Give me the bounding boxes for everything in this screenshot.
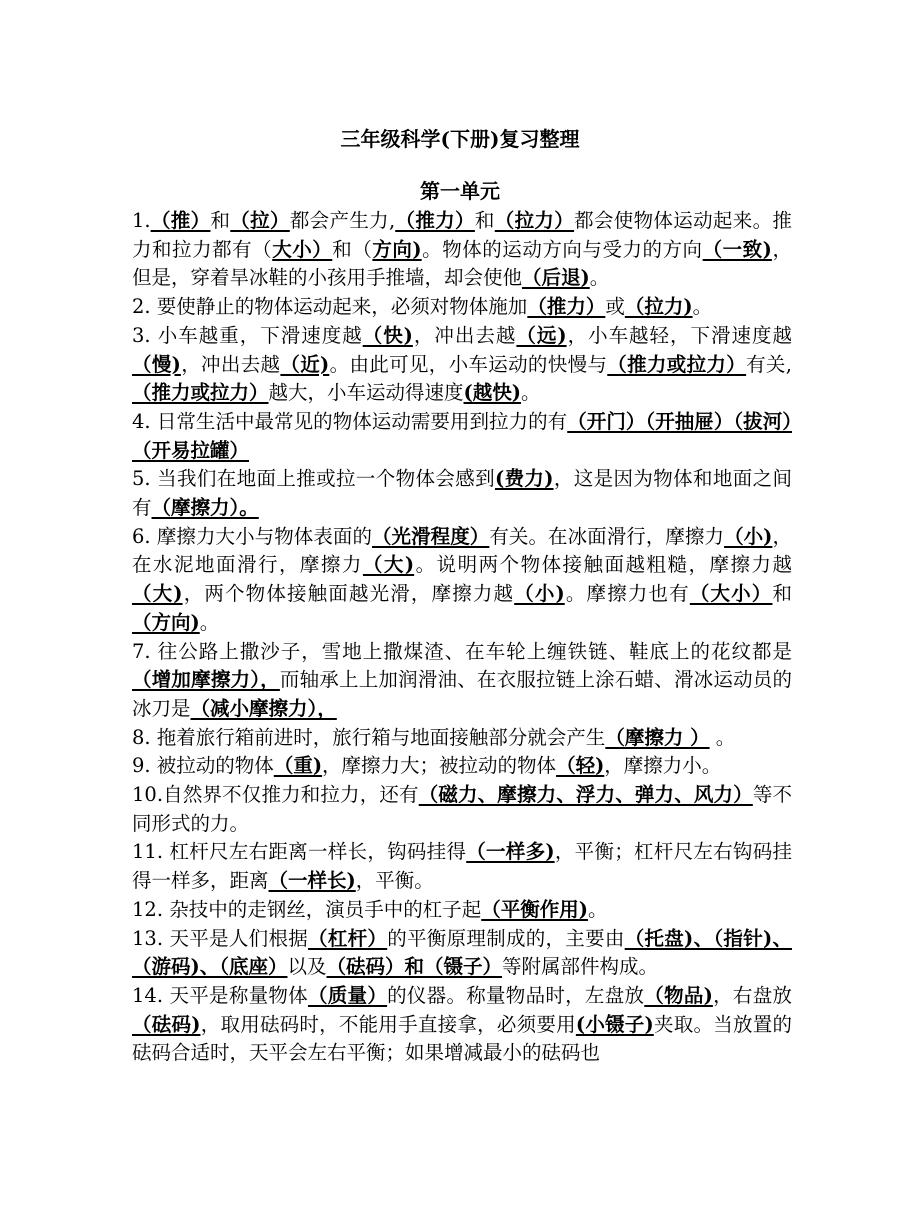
item-text: 3. 小车越重，下滑速度越 bbox=[132, 323, 363, 347]
review-item-11 bbox=[132, 838, 792, 895]
answer-blank: （杠杆） bbox=[308, 926, 388, 950]
item-text: 和 bbox=[210, 209, 231, 232]
answer-blank: （慢) bbox=[132, 352, 181, 376]
item-text: 。 bbox=[692, 295, 713, 319]
answer-blank: （摩擦力 ） bbox=[605, 725, 710, 749]
answer-blank: （增加摩擦力）， bbox=[132, 668, 280, 692]
item-text: 。物体的运动方向与受力的方向 bbox=[421, 237, 703, 261]
item-text: 而轴承上上加润滑油、在衣服拉链上涂石蜡、滑冰运动员的冰刀是 bbox=[132, 668, 792, 720]
review-item-14 bbox=[132, 982, 792, 1068]
item-text: 和 bbox=[474, 209, 495, 232]
answer-blank: （后退) bbox=[522, 266, 590, 290]
review-item-2 bbox=[132, 293, 792, 322]
answer-blank: （推力） bbox=[527, 295, 606, 319]
item-text: ，但是，穿着旱冰鞋的小孩用手推墙，却会使他 bbox=[132, 237, 792, 290]
item-text: 14. 天平是称量物体 bbox=[132, 983, 308, 1007]
answer-blank: （小) bbox=[724, 524, 773, 548]
answer-blank: (费力) bbox=[494, 467, 554, 491]
item-text: 9. 被拉动的物体 bbox=[132, 754, 274, 778]
review-item-7 bbox=[132, 638, 792, 724]
answer-blank: （方向) bbox=[132, 610, 200, 634]
item-text: 。 bbox=[199, 610, 220, 634]
answer-blank: （拉） bbox=[230, 209, 290, 232]
item-text: ，这是因为物体和地面之间有 bbox=[132, 467, 792, 520]
answer-blank: （推力） bbox=[395, 209, 475, 232]
item-text: ，平衡。 bbox=[355, 869, 434, 893]
review-item-10 bbox=[132, 781, 792, 838]
item-text: 的平衡原理制成的，主要由 bbox=[387, 926, 625, 950]
answer-blank: （推力或拉力） bbox=[132, 381, 269, 405]
unit-heading: 第一单元 bbox=[420, 179, 500, 203]
answer-blank: （光滑程度） bbox=[372, 524, 490, 548]
answer-blank: (小镊子) bbox=[575, 1012, 654, 1036]
review-item-6 bbox=[132, 523, 792, 638]
item-text: ，冲出去越 bbox=[180, 352, 281, 376]
item-text: 5. 当我们在地面上推或拉一个物体会感到 bbox=[132, 467, 495, 491]
item-text: 12. 杂技中的走钢丝，演员手中的杠子起 bbox=[132, 897, 482, 921]
item-text: 10.自然界不仅推力和拉力，还有 bbox=[132, 783, 419, 807]
item-text: 4. 日常生活中最常见的物体运动需要用到拉力的有 bbox=[132, 409, 568, 433]
item-text: 。摩擦力也有 bbox=[564, 582, 690, 606]
item-text: 有关, bbox=[746, 352, 792, 376]
item-text: 越大，小车运动得速度 bbox=[268, 381, 464, 405]
answer-blank: （重) bbox=[273, 754, 323, 778]
item-text: 。 bbox=[587, 897, 608, 921]
item-text: 13. 天平是人们根据 bbox=[132, 926, 309, 950]
review-item-8 bbox=[132, 724, 792, 753]
answer-blank: （一样长) bbox=[268, 869, 356, 893]
answer-blank: （一样多) bbox=[466, 840, 555, 864]
item-text: 都会产生力, bbox=[289, 209, 396, 232]
item-text: 1. bbox=[132, 209, 151, 232]
item-text: ，在水泥地面滑行，摩擦力 bbox=[132, 524, 792, 577]
item-text: ，取用砝码时，不能用手直接拿，必须要用 bbox=[200, 1012, 576, 1036]
answer-blank: （大) bbox=[132, 582, 183, 606]
item-text: 。 bbox=[520, 381, 541, 405]
answer-blank: （推力或拉力） bbox=[607, 352, 747, 376]
item-text: 。由此可见，小车运动的快慢与 bbox=[329, 352, 608, 376]
answer-blank: （拉力) bbox=[624, 295, 693, 319]
answer-blank: （一致) bbox=[702, 237, 772, 261]
item-text: 有关。在冰面滑行，摩擦力 bbox=[489, 524, 725, 548]
item-text: 等不同形式的力。 bbox=[132, 783, 792, 835]
item-text: ，摩擦力大；被拉动的物体 bbox=[322, 754, 557, 778]
answer-blank: （砝码) bbox=[132, 1012, 201, 1036]
document-title: 三年级科学(下册)复习整理 bbox=[340, 127, 580, 151]
item-text: ，冲出去越 bbox=[412, 323, 517, 347]
answer-blank: （磁力、摩擦力、浮力、弹力、风力） bbox=[418, 783, 753, 807]
item-text: 。 bbox=[589, 266, 610, 290]
item-text: 11. 杠杆尺左右距离一样长，钩码挂得 bbox=[132, 840, 467, 864]
answer-blank: （大) bbox=[362, 553, 415, 577]
review-list bbox=[132, 207, 792, 1068]
answer-blank: （质量） bbox=[307, 983, 388, 1007]
review-item-4 bbox=[132, 408, 792, 465]
answer-blank: （近) bbox=[280, 352, 330, 376]
review-item-1 bbox=[132, 207, 792, 293]
item-text: ，两个物体接触面越光滑，摩擦力越 bbox=[182, 582, 515, 606]
item-text: 7. 往公路上撒沙子，雪地上撒煤渣、在车轮上缠铁链、鞋底上的花纹都是 bbox=[132, 639, 792, 663]
item-text: ，平衡；杠杆尺左右钩码挂得一样多，距离 bbox=[132, 840, 792, 893]
item-text: ，摩擦力小。 bbox=[604, 754, 722, 778]
answer-blank: (越快) bbox=[463, 381, 521, 405]
review-item-9 bbox=[132, 752, 792, 781]
review-item-13 bbox=[132, 925, 792, 982]
item-text: 等附属部件构成。 bbox=[502, 955, 659, 979]
answer-blank: （砝码）和（镊子） bbox=[326, 955, 503, 979]
answer-blank: （推） bbox=[150, 209, 211, 232]
item-text: 都会使物体运动起来。推力和拉力都有（ bbox=[132, 209, 792, 261]
answer-blank: （摩擦力）。 bbox=[151, 496, 259, 520]
answer-blank: （减小摩擦力）， bbox=[190, 696, 337, 720]
answer-blank: 方向) bbox=[372, 237, 422, 261]
answer-blank: （开门）（开抽屉）（拔河）（开易拉罐） bbox=[132, 409, 792, 462]
item-text: ，小车越轻，下滑速度越 bbox=[566, 323, 792, 347]
item-text: 的仪器。称量物品时，左盘放 bbox=[387, 983, 645, 1007]
answer-blank: （小) bbox=[514, 582, 565, 606]
answer-blank: （物品) bbox=[644, 983, 713, 1007]
item-text: ，右盘放 bbox=[712, 983, 792, 1007]
review-item-5 bbox=[132, 465, 792, 522]
item-text: 和（ bbox=[332, 237, 373, 261]
item-text: 或 bbox=[605, 295, 625, 319]
item-text: 。说明两个物体接触面越粗糙，摩擦力越 bbox=[414, 553, 792, 577]
answer-blank: 大小） bbox=[272, 237, 333, 261]
answer-blank: （托盘)、（指针)、（游码)、（底座） bbox=[132, 926, 792, 979]
item-text: 。 bbox=[709, 725, 736, 749]
item-text: 8. 拖着旅行箱前进时，旅行箱与地面接触部分就会产生 bbox=[132, 725, 606, 749]
answer-blank: （平衡作用) bbox=[481, 897, 588, 921]
item-text: 夹取。当放置的砝码合适时，天平会左右平衡；如果增减最小的砝码也 bbox=[132, 1012, 792, 1065]
item-text: 和 bbox=[772, 582, 792, 606]
answer-blank: （轻) bbox=[556, 754, 605, 778]
answer-blank: （拉力） bbox=[494, 209, 575, 232]
answer-blank: （大小） bbox=[689, 582, 773, 606]
item-text: 以及 bbox=[287, 955, 327, 979]
review-item-12 bbox=[132, 896, 792, 925]
item-text: 2. 要使静止的物体运动起来，必须对物体施加 bbox=[132, 295, 528, 319]
answer-blank: （远) bbox=[516, 323, 567, 347]
answer-blank: （快) bbox=[362, 323, 413, 347]
item-text: 6. 摩擦力大小与物体表面的 bbox=[132, 524, 372, 548]
review-item-3 bbox=[132, 322, 792, 408]
